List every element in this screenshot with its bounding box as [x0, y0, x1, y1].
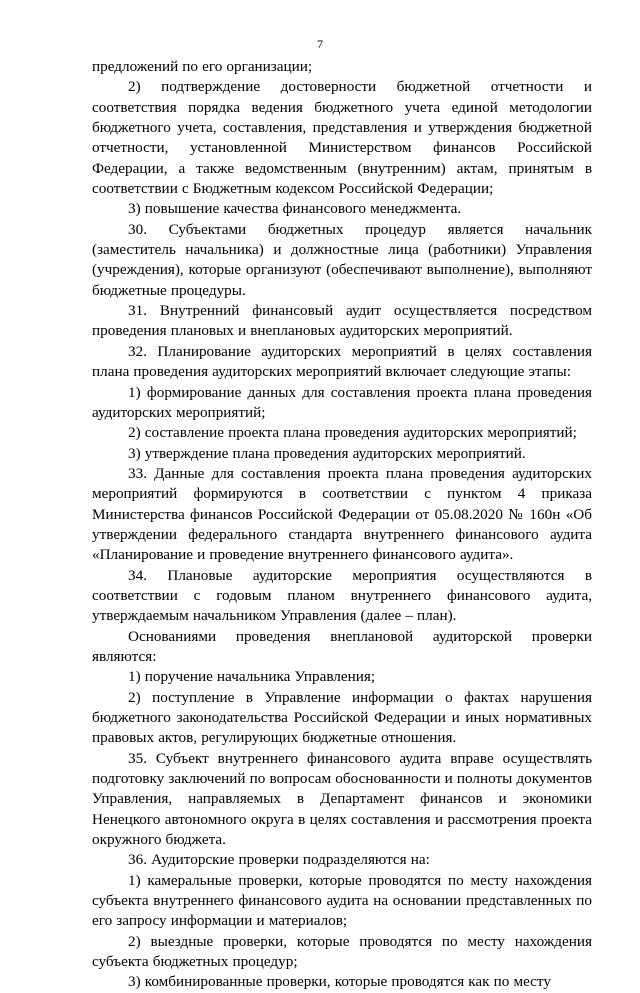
paragraph: 31. Внутренний финансовый аудит осуществляется посредством проведения плановых и внеплановых аудиторских мероприятий.	[92, 302, 592, 340]
paragraph: предложений по его организации;	[92, 58, 313, 75]
paragraph: 30. Субъектами бюджетных процедур является начальник (заместитель начальника) и должностные лица (работники) Управления (учреждения), которые организуют (обеспечивают выполнение), выполняют бюджетные процедуры.	[92, 220, 592, 299]
paragraph: 2) подтверждение достоверности бюджетной отчетности и соответствия порядка ведения бюджетного учета единой методологии бюджетного учета, составления, представления и утверждения бюджетной отчетности, установленной Министерством финансов Российской Федерации, а также ведомственным (внутренним) актам, принятым в соответствии с Бюджетным кодексом Российской Федерации;	[92, 78, 592, 198]
page-number: 7	[317, 37, 323, 51]
paragraph: 32. Планирование аудиторских мероприятий в целях составления плана проведения аудиторских мероприятий включает следующие этапы:	[92, 342, 592, 381]
paragraph: 34. Плановые аудиторские мероприятия осуществляются в соответствии с годовым планом внутреннего финансового аудита, утверждаемым начальником Управления (далее – план).	[92, 566, 592, 625]
paragraph: 1) поручение начальника Управления;	[128, 668, 376, 686]
paragraph: 3) комбинированные проверки, которые проводятся как по месту	[128, 973, 551, 991]
paragraph: 2) выездные проверки, которые проводятся по месту нахождения субъекта бюджетных процедур;	[92, 932, 592, 971]
paragraph: Основаниями проведения внеплановой аудиторской проверки являются:	[92, 627, 592, 665]
paragraph: 35. Субъект внутреннего финансового аудита вправе осуществлять подготовку заключений по вопросам обоснованности и полноты документов Управления, направляемых в Департамент финансов и экономики Ненецкого автономного округа в целях составления и рассмотрения проекта окружного бюджета.	[92, 749, 592, 849]
paragraph: 1) формирование данных для составления проекта плана проведения аудиторских мероприятий;	[92, 383, 592, 421]
document-body	[92, 57, 592, 993]
paragraph: 33. Данные для составления проекта плана проведения аудиторских мероприятий формируются в соответствии с пунктом 4 приказа Министерства финансов Российской Федерации от 05.08.2020 № 160н «Об утверждении федерального стандарта внутреннего финансового аудита «Планирование и проведение внутреннего финансового аудита».	[92, 464, 592, 564]
paragraph: 2) поступление в Управление информации о фактах нарушения бюджетного законодательства Российской Федерации и иных нормативных правовых актов, регулирующих бюджетные отношения.	[92, 688, 592, 747]
paragraph: 36. Аудиторские проверки подразделяются на:	[128, 851, 430, 869]
paragraph: 2) составление проекта плана проведения аудиторских мероприятий;	[128, 424, 577, 442]
paragraph: 3) повышение качества финансового менеджмента.	[128, 200, 462, 218]
paragraph: 1) камеральные проверки, которые проводятся по месту нахождения субъекта внутреннего финансового аудита на основании представленных по его запросу информации и материалов;	[92, 871, 592, 930]
paragraph: 3) утверждение плана проведения аудиторских мероприятий.	[128, 444, 526, 462]
